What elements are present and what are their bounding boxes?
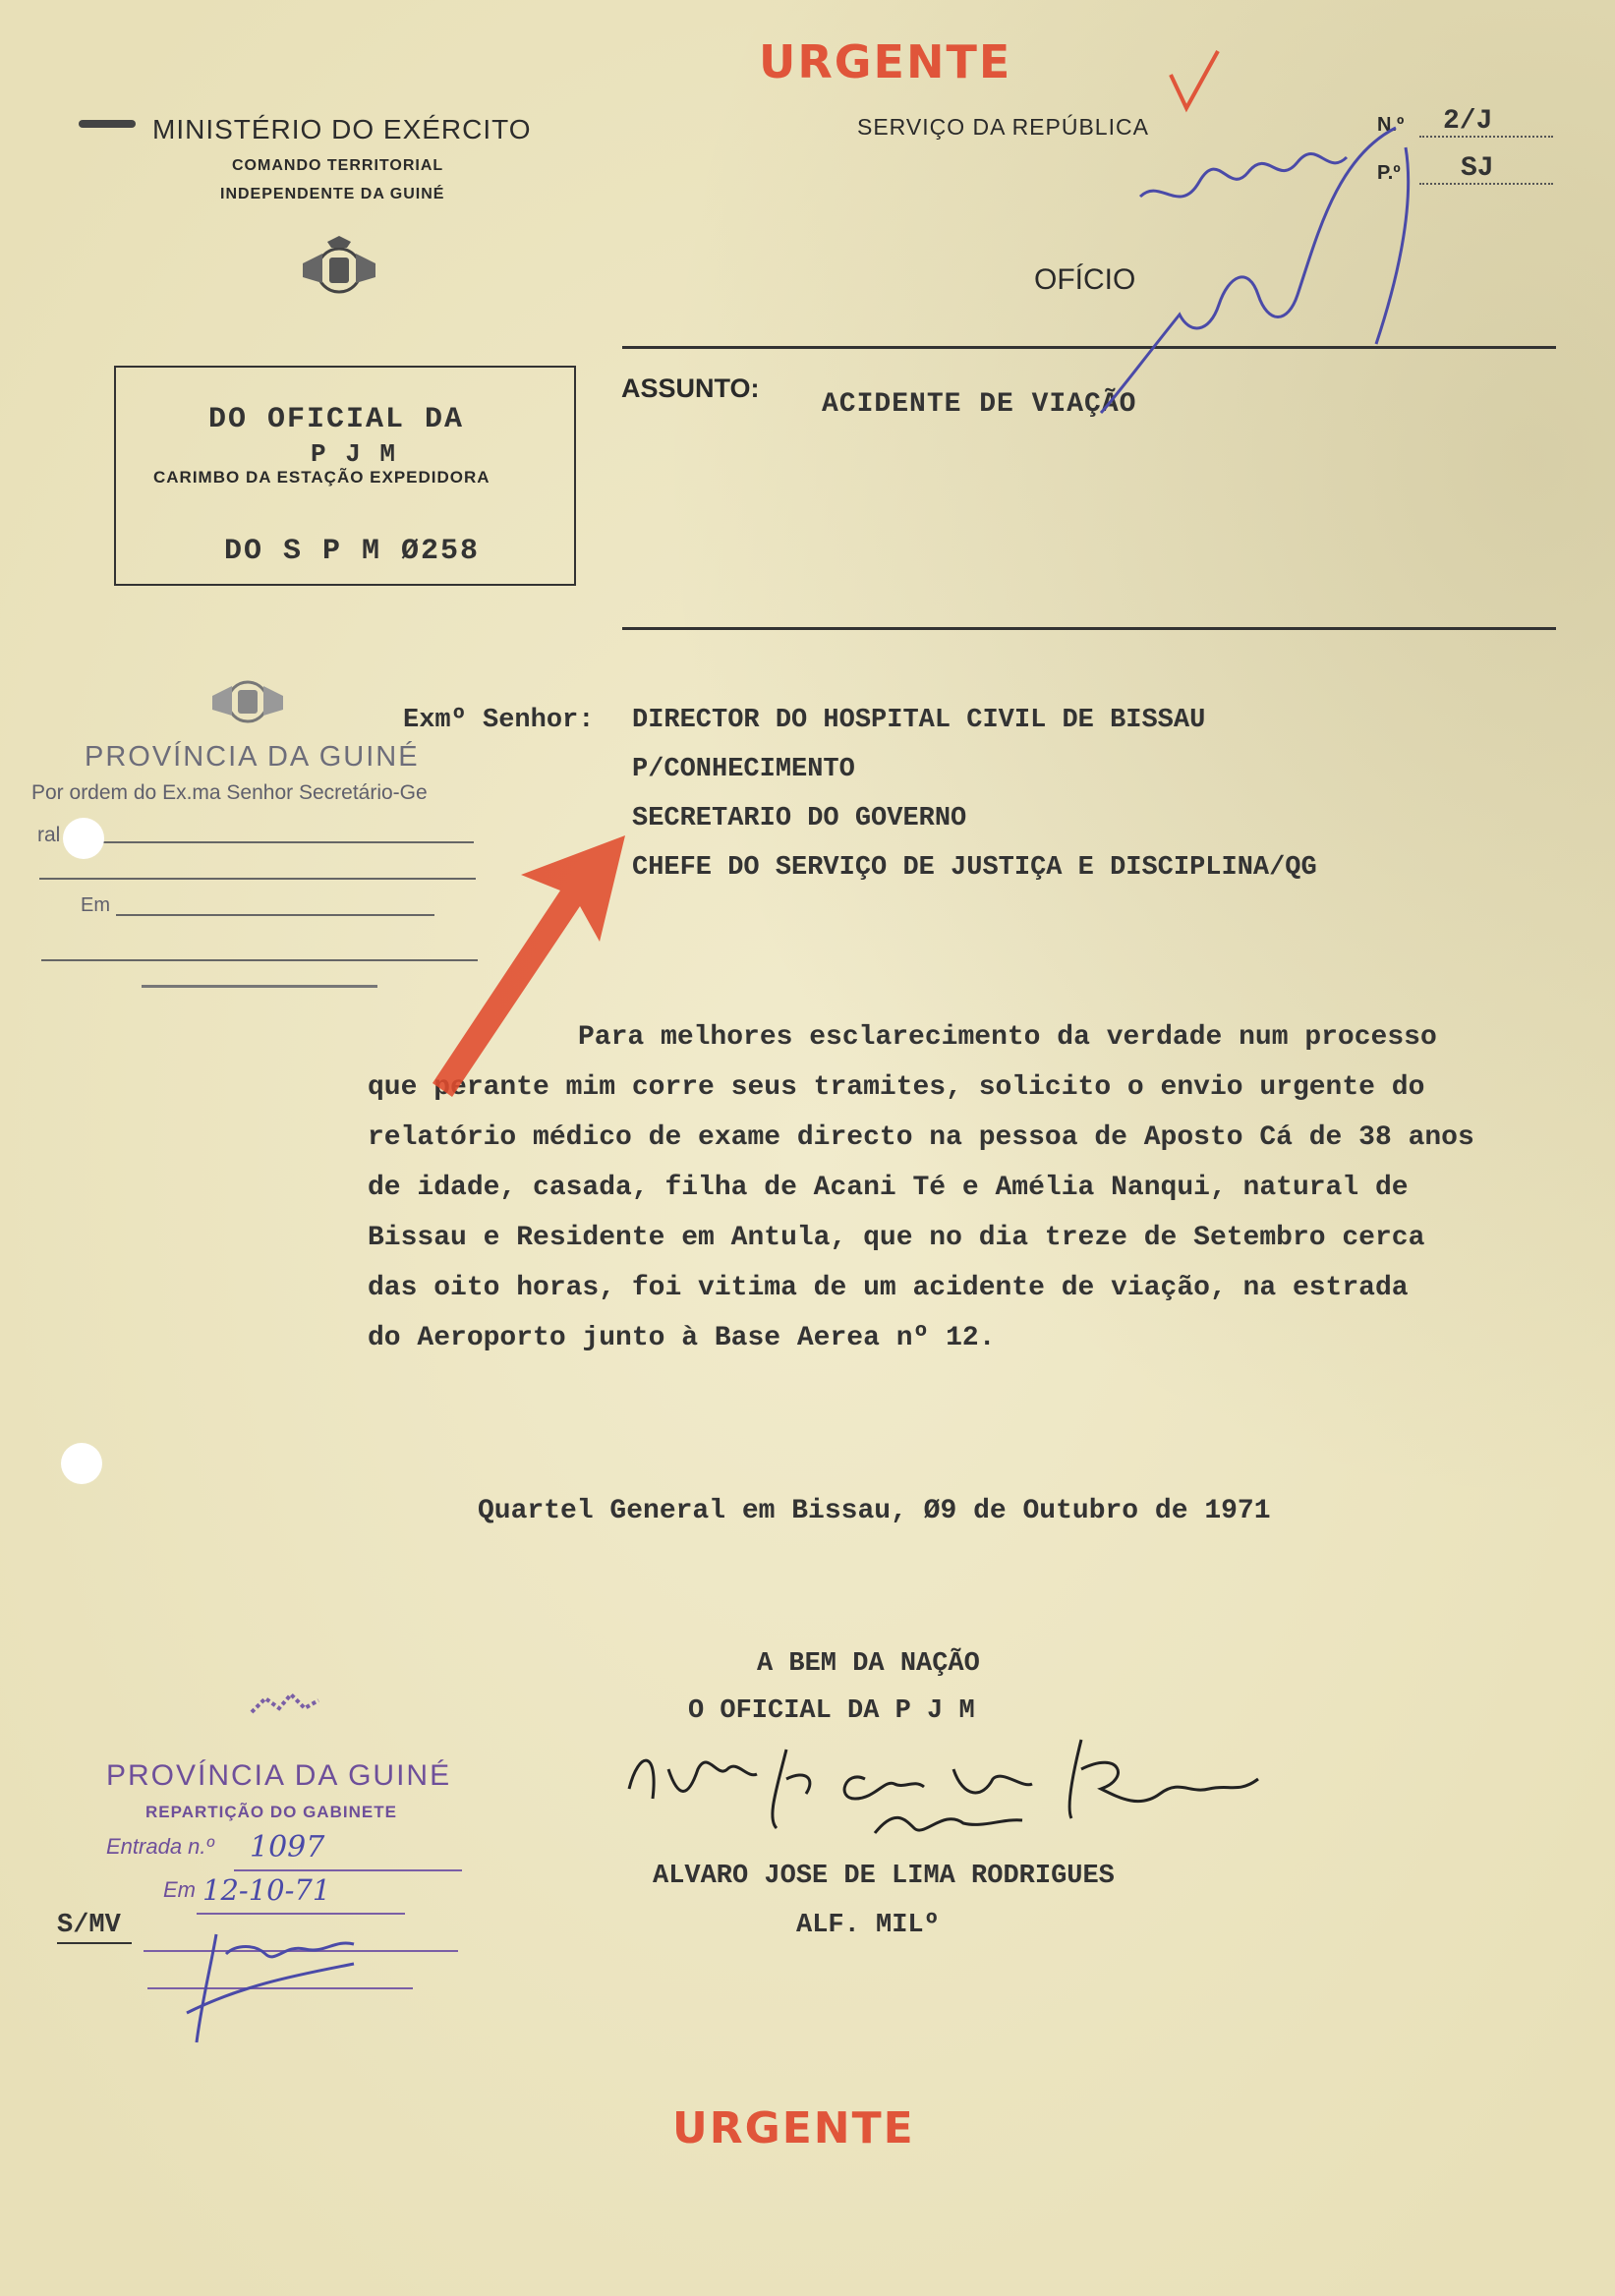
- stamp-box-line-2: P J M: [311, 439, 398, 469]
- province-stamp-rule-3: [116, 914, 434, 916]
- punch-hole-upper: [63, 818, 104, 859]
- reference-code-underline: [57, 1942, 132, 1944]
- province-stamp-em-label: Em: [81, 894, 110, 916]
- signatory-name: ALVARO JOSE DE LIMA RODRIGUES: [653, 1862, 1115, 1891]
- command-line-1: COMANDO TERRITORIAL: [232, 157, 444, 174]
- handwritten-annotation-icon: [1081, 88, 1474, 423]
- urgent-stamp-top: URGENTE: [759, 35, 1012, 88]
- punch-hole-lower: [61, 1443, 102, 1484]
- signature-icon: [609, 1710, 1278, 1848]
- assunto-value: ACIDENTE DE VIAÇÃO: [822, 389, 1137, 420]
- recipient-line-4: CHEFE DO SERVIÇO DE JUSTIÇA E DISCIPLINA/QG: [632, 853, 1317, 883]
- province-stamp-rule-5: [142, 985, 377, 988]
- bottom-stamp-subtitle: REPARTIÇÃO DO GABINETE: [145, 1803, 397, 1821]
- body-line-6: das oito horas, foi vitima de um acidente de viação, na estrada: [368, 1273, 1409, 1303]
- province-emblem-icon: [204, 668, 291, 733]
- stamp-box-caption: CARIMBO DA ESTAÇÃO EXPEDIDORA: [153, 468, 490, 487]
- coat-of-arms-icon: [293, 234, 385, 307]
- closing-line-2: O OFICIAL DA P J M: [688, 1696, 975, 1726]
- recipient-line-1: DIRECTOR DO HOSPITAL CIVIL DE BISSAU: [632, 706, 1206, 735]
- recipient-line-2: P/CONHECIMENTO: [632, 755, 855, 784]
- body-line-5: Bissau e Residente em Antula, que no dia treze de Setembro cerca: [368, 1223, 1425, 1253]
- number-value: 2/J: [1443, 106, 1493, 137]
- closing-line-1: A BEM DA NAÇÃO: [757, 1649, 980, 1679]
- ink-blot: [79, 120, 136, 128]
- number-label: N.º: [1377, 114, 1405, 136]
- service-republic: SERVIÇO DA REPÚBLICA: [857, 114, 1149, 140]
- stamp-box-line-3: DO S P M Ø258: [224, 535, 481, 568]
- assunto-label: ASSUNTO:: [621, 373, 760, 403]
- signatory-rank: ALF. MILº: [796, 1911, 940, 1940]
- body-line-3: relatório médico de exame directo na pessoa de Aposto Cá de 38 anos: [368, 1122, 1474, 1153]
- ministry-name: MINISTÉRIO DO EXÉRCITO: [152, 114, 532, 144]
- body-line-4: de idade, casada, filha de Acani Té e Amélia Nanqui, natural de: [368, 1173, 1409, 1203]
- p-value: SJ: [1461, 153, 1494, 184]
- salutation: Exmº Senhor:: [403, 706, 595, 735]
- body-line-2: que perante mim corre seus tramites, solicito o envio urgente do: [368, 1072, 1425, 1103]
- p-label: P.º: [1377, 162, 1401, 184]
- province-stamp-rule-2: [39, 878, 476, 880]
- bottom-stamp-title: PROVÍNCIA DA GUINÉ: [106, 1759, 452, 1792]
- province-stamp-line-2: ral: [37, 824, 61, 846]
- body-line-7: do Aeroporto junto à Base Aerea nº 12.: [368, 1323, 996, 1353]
- dateline: Quartel General em Bissau, Ø9 de Outubro de 1971: [478, 1496, 1271, 1526]
- province-stamp-title: PROVÍNCIA DA GUINÉ: [85, 741, 420, 773]
- entrada-rule: [234, 1869, 462, 1871]
- em-date-label: Em: [163, 1877, 196, 1902]
- province-stamp-line-1: Por ordem do Ex.ma Senhor Secretário-Ge: [31, 781, 428, 804]
- handwritten-initials-icon: [157, 1905, 393, 2052]
- stamp-box-line-1: DO OFICIAL DA: [208, 403, 465, 436]
- urgent-stamp-bottom: URGENTE: [672, 2103, 915, 2153]
- header-separator-bottom: [622, 627, 1556, 630]
- recipient-line-3: SECRETARIO DO GOVERNO: [632, 804, 967, 833]
- reference-code: S/MV: [57, 1911, 121, 1940]
- command-line-2: INDEPENDENTE DA GUINÉ: [220, 186, 445, 202]
- body-line-1: Para melhores esclarecimento da verdade num processo: [578, 1022, 1437, 1053]
- bottom-stamp-emblem-icon: [246, 1689, 324, 1718]
- oficio-label: OFÍCIO: [1034, 263, 1136, 296]
- em-date-value: 12-10-71: [202, 1873, 331, 1907]
- entrada-value: 1097: [250, 1830, 325, 1865]
- red-arrow-icon: [413, 826, 649, 1120]
- entrada-label: Entrada n.º: [106, 1834, 214, 1859]
